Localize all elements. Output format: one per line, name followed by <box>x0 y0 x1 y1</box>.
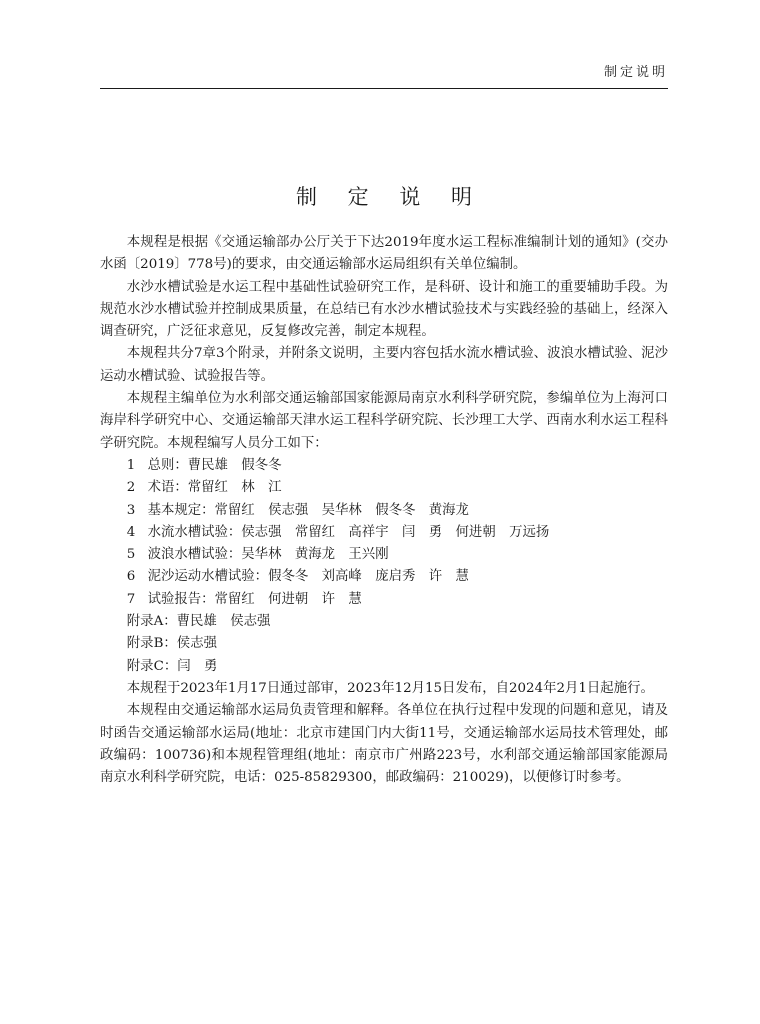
chapter-number: 5 <box>126 547 136 563</box>
appendix-item: 附录C：闫 勇 <box>126 658 218 674</box>
chapter-item <box>100 566 668 588</box>
chapter-item <box>100 522 668 544</box>
chapter-item <box>100 500 668 522</box>
paragraph-contents: 本规程共分7章3个附录，并附条文说明，主要内容包括水流水槽试验、波浪水槽试验、泥沙运动水槽试验、试验报告等。 <box>100 346 668 384</box>
chapter-number: 4 <box>126 524 136 540</box>
header-rule <box>100 88 668 89</box>
chapter-authors: 基本规定：常留红 侯志强 吴华林 假冬冬 黄海龙 <box>147 502 469 518</box>
page-title: 制 定 说 明 <box>295 185 485 209</box>
chapter-number: 3 <box>126 502 136 518</box>
chapter-number: 2 <box>126 480 136 496</box>
chapter-item <box>100 544 668 566</box>
chapter-authors: 泥沙运动水槽试验：假冬冬 刘高峰 庞启秀 许 慧 <box>147 569 469 585</box>
paragraph-purpose: 水沙水槽试验是水运工程中基础性试验研究工作，是科研、设计和施工的重要辅助手段。为规范水沙水槽试验并控制成果质量，在总结已有水沙水槽试验技术与实践经验的基础上，经深入调查研究，广泛征求意见，反复修改完善，制定本规程。 <box>100 279 668 340</box>
chapter-item <box>100 455 668 477</box>
chapter-number: 7 <box>126 591 136 607</box>
chapter-item <box>100 477 668 499</box>
chapter-number: 1 <box>126 457 136 473</box>
appendix-item: 附录A：曹民雄 侯志强 <box>126 614 271 630</box>
chapter-authors: 水流水槽试验：侯志强 常留红 高祥宇 闫 勇 何进朝 万远扬 <box>147 524 550 540</box>
paragraph-basis: 本规程是根据《交通运输部办公厅关于下达2019年度水运工程标准编制计划的通知》(交办水函〔2019〕778号)的要求，由交通运输部水运局组织有关单位编制。 <box>100 235 668 273</box>
chapter-authors: 总则：曹民雄 假冬冬 <box>147 457 282 473</box>
appendix-item: 附录B：侯志强 <box>126 636 217 652</box>
body-text <box>100 232 668 789</box>
paragraph-administration: 本规程由交通运输部水运局负责管理和解释。各单位在执行过程中发现的问题和意见，请及时函告交通运输部水运局(地址：北京市建国门内大街11号，交通运输部水运局技术管理处，邮政编码：100736)和本规程管理组(地址：南京市广州路223号，水利部交通运输部国家能源局南京水利科学研究院，电话：025-85829300，邮政编码：210029)，以便修订时参考。 <box>100 703 668 786</box>
chapter-item <box>100 589 668 611</box>
chapter-authors: 试验报告：常留红 何进朝 许 慧 <box>147 591 362 607</box>
chapter-authors: 波浪水槽试验：吴华林 黄海龙 王兴刚 <box>147 547 389 563</box>
chapter-authors: 术语：常留红 林 江 <box>147 480 282 496</box>
paragraph-effective-date: 本规程于2023年1月17日通过部审，2023年12月15日发布，自2024年2月1日起施行。 <box>126 680 654 696</box>
chapter-number: 6 <box>126 569 136 585</box>
running-header: 制定说明 <box>603 65 668 80</box>
paragraph-units: 本规程主编单位为水利部交通运输部国家能源局南京水利科学研究院，参编单位为上海河口海岸科学研究中心、交通运输部天津水运工程科学研究院、长沙理工大学、西南水利水运工程科学研究院。本规程编写人员分工如下： <box>100 391 668 451</box>
